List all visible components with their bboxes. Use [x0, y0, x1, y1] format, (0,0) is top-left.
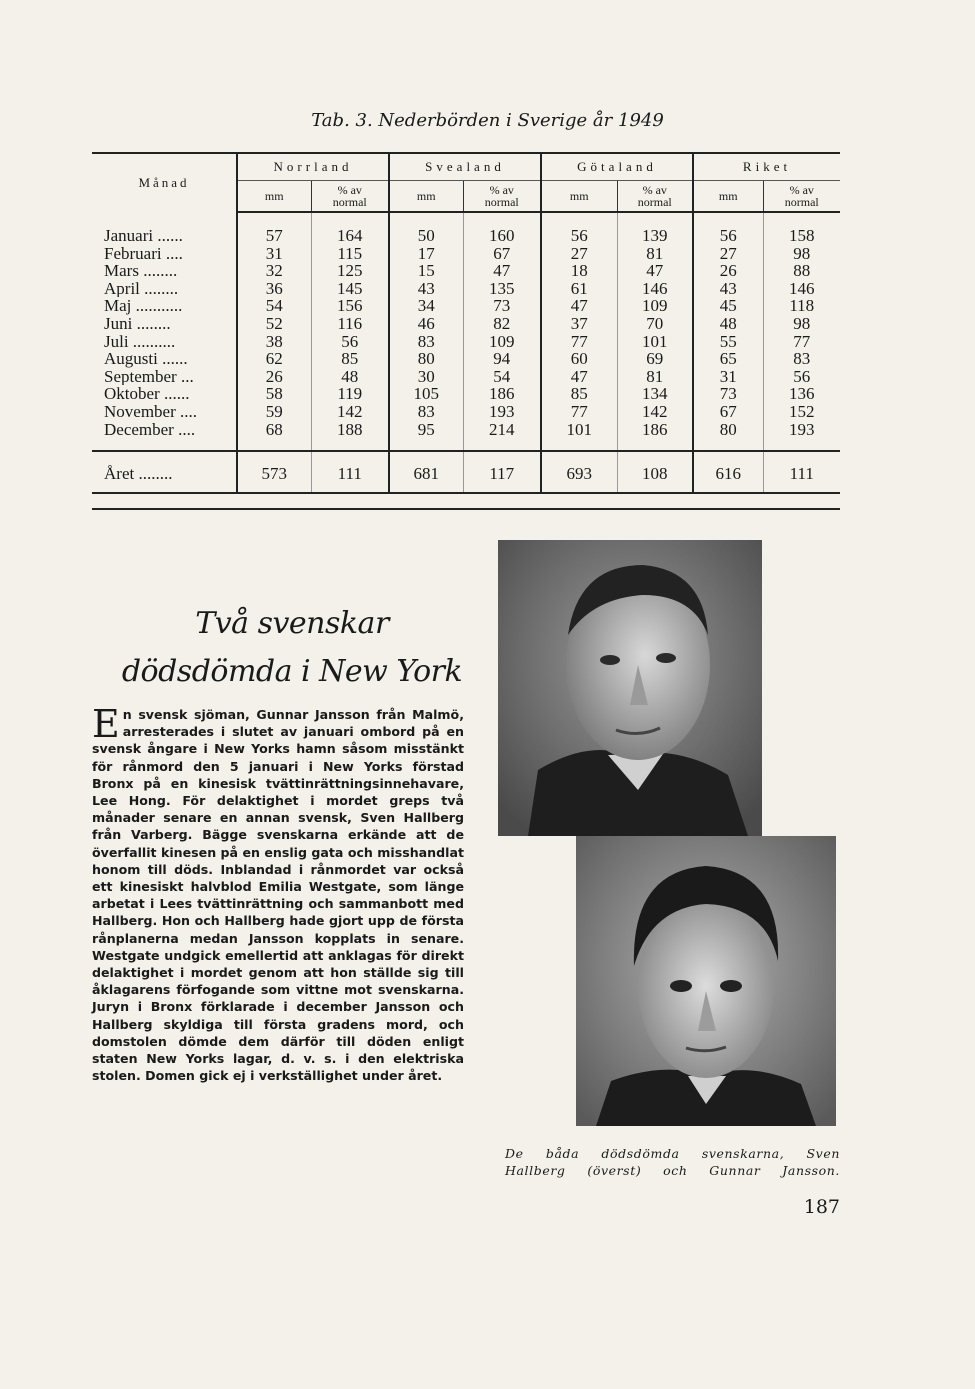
percent-value-cell: 56	[763, 368, 840, 386]
subheader-percent-line-2: normal	[784, 195, 819, 209]
mm-value-cell: 80	[693, 421, 763, 439]
caption-line-1: De båda dödsdömda svenskarna, Sven	[505, 1146, 840, 1161]
region-header-svealand: Svealand	[389, 153, 541, 181]
percent-value-cell: 108	[617, 451, 693, 493]
percent-value-cell: 98	[763, 315, 840, 333]
mm-value-cell: 47	[541, 368, 617, 386]
table-row	[92, 212, 840, 245]
region-header-gotaland: Götaland	[541, 153, 693, 181]
percent-value-cell: 81	[617, 245, 693, 263]
month-cell: Mars ........	[104, 262, 178, 280]
mm-value-cell: 43	[389, 280, 463, 298]
percent-value-cell: 88	[763, 262, 840, 280]
mm-value-cell: 15	[389, 262, 463, 280]
section-divider	[92, 508, 840, 510]
month-cell: December ....	[104, 420, 196, 439]
subheader-percent-line-2: normal	[332, 195, 367, 209]
photo-caption	[505, 1145, 840, 1179]
percent-value-cell: 94	[463, 350, 541, 368]
mm-value-cell: 18	[541, 262, 617, 280]
percent-value-cell: 48	[311, 368, 389, 386]
percent-value-cell: 164	[311, 212, 389, 245]
percent-value-cell: 115	[311, 245, 389, 263]
mm-value-cell: 85	[541, 385, 617, 403]
subheader-percent-line-1: % av	[789, 183, 814, 197]
mm-value-cell: 31	[237, 245, 311, 263]
article-title-line-2: dödsdömda i New York	[121, 654, 463, 689]
mm-value-cell: 67	[693, 403, 763, 421]
mm-value-cell: 101	[541, 421, 617, 439]
month-header: Månad	[92, 153, 237, 212]
percent-value-cell: 109	[463, 333, 541, 351]
article-title	[92, 600, 492, 696]
percent-value-cell: 69	[617, 350, 693, 368]
percent-value-cell: 109	[617, 297, 693, 315]
mm-value-cell: 83	[389, 403, 463, 421]
precipitation-table-container	[92, 152, 840, 494]
month-cell: Året ........	[92, 451, 237, 493]
subheader-percent-of-normal	[763, 181, 840, 213]
subheader-mm: mm	[389, 181, 463, 213]
mm-value-cell: 95	[389, 421, 463, 439]
percent-value-cell: 111	[311, 451, 389, 493]
percent-value-cell: 67	[463, 245, 541, 263]
percent-value-cell: 146	[617, 280, 693, 298]
subheader-percent-line-2: normal	[637, 195, 672, 209]
percent-value-cell: 146	[763, 280, 840, 298]
subheader-mm: mm	[541, 181, 617, 213]
percent-value-cell: 118	[763, 297, 840, 315]
percent-value-cell: 193	[763, 421, 840, 439]
mm-value-cell: 31	[693, 368, 763, 386]
mm-value-cell: 50	[389, 212, 463, 245]
article-body	[92, 702, 464, 1084]
subheader-percent-of-normal	[617, 181, 693, 213]
portrait-photo-bottom	[576, 836, 836, 1126]
percent-value-cell: 77	[763, 333, 840, 351]
percent-value-cell: 101	[617, 333, 693, 351]
table-row	[92, 262, 840, 280]
subheader-mm: mm	[237, 181, 311, 213]
mm-value-cell: 46	[389, 315, 463, 333]
precipitation-table	[92, 152, 840, 494]
percent-value-cell: 82	[463, 315, 541, 333]
mm-value-cell: 83	[389, 333, 463, 351]
percent-value-cell: 134	[617, 385, 693, 403]
mm-value-cell: 59	[237, 403, 311, 421]
table-spacer-row	[92, 438, 840, 451]
spacer-cell	[693, 438, 763, 451]
table-row	[92, 297, 840, 315]
mm-value-cell: 57	[237, 212, 311, 245]
table-row	[92, 280, 840, 298]
percent-value-cell: 85	[311, 350, 389, 368]
spacer-cell	[237, 438, 311, 451]
percent-value-cell: 186	[617, 421, 693, 439]
mm-value-cell: 693	[541, 451, 617, 493]
percent-value-cell: 70	[617, 315, 693, 333]
percent-value-cell: 119	[311, 385, 389, 403]
percent-value-cell: 158	[763, 212, 840, 245]
table-row	[92, 403, 840, 421]
spacer-cell	[311, 438, 389, 451]
percent-value-cell: 152	[763, 403, 840, 421]
month-cell: Februari ....	[104, 244, 183, 263]
percent-value-cell: 98	[763, 245, 840, 263]
percent-value-cell: 116	[311, 315, 389, 333]
percent-value-cell: 142	[311, 403, 389, 421]
spacer-cell	[617, 438, 693, 451]
table-row	[92, 368, 840, 386]
table-row	[92, 245, 840, 263]
page-number: 187	[803, 1196, 840, 1218]
month-cell: April ........	[104, 279, 179, 298]
table-row	[92, 333, 840, 351]
percent-value-cell: 117	[463, 451, 541, 493]
subheader-percent-line-2: normal	[484, 195, 519, 209]
table-row	[92, 350, 840, 368]
percent-value-cell: 56	[311, 333, 389, 351]
mm-value-cell: 48	[693, 315, 763, 333]
table-row	[92, 385, 840, 403]
mm-value-cell: 43	[693, 280, 763, 298]
table-title: Tab. 3. Nederbörden i Sverige år 1949	[311, 110, 664, 131]
subheader-percent-of-normal	[463, 181, 541, 213]
mm-value-cell: 58	[237, 385, 311, 403]
subheader-percent-line-1: % av	[489, 183, 514, 197]
mm-value-cell: 54	[237, 297, 311, 315]
month-cell: September ...	[104, 367, 194, 386]
month-cell: November ....	[104, 402, 198, 421]
mm-value-cell: 36	[237, 280, 311, 298]
article-title-line-1: Två svenskar	[195, 606, 389, 641]
percent-value-cell: 81	[617, 368, 693, 386]
mm-value-cell: 60	[541, 350, 617, 368]
percent-value-cell: 160	[463, 212, 541, 245]
month-cell: Juli ..........	[104, 332, 176, 351]
mm-value-cell: 62	[237, 350, 311, 368]
spacer-cell	[92, 438, 237, 451]
spacer-cell	[389, 438, 463, 451]
mm-value-cell: 55	[693, 333, 763, 351]
mm-value-cell: 77	[541, 333, 617, 351]
month-cell: Januari ......	[104, 225, 183, 245]
mm-value-cell: 616	[693, 451, 763, 493]
percent-value-cell: 139	[617, 212, 693, 245]
mm-value-cell: 56	[693, 212, 763, 245]
mm-value-cell: 27	[541, 245, 617, 263]
mm-value-cell: 65	[693, 350, 763, 368]
mm-value-cell: 73	[693, 385, 763, 403]
percent-value-cell: 47	[617, 262, 693, 280]
mm-value-cell: 26	[237, 368, 311, 386]
region-header-norrland: Norrland	[237, 153, 389, 181]
percent-value-cell: 54	[463, 368, 541, 386]
subheader-percent-line-1: % av	[337, 183, 362, 197]
percent-value-cell: 111	[763, 451, 840, 493]
mm-value-cell: 26	[693, 262, 763, 280]
mm-value-cell: 30	[389, 368, 463, 386]
month-cell: Maj ...........	[104, 297, 183, 315]
portrait-photo-top-image	[498, 540, 762, 836]
subheader-percent-line-1: % av	[642, 183, 667, 197]
percent-value-cell: 214	[463, 421, 541, 439]
spacer-cell	[541, 438, 617, 451]
table-row	[92, 315, 840, 333]
mm-value-cell: 68	[237, 421, 311, 439]
percent-value-cell: 135	[463, 280, 541, 298]
portrait-photo-bottom-image	[576, 836, 836, 1126]
mm-value-cell: 45	[693, 297, 763, 315]
mm-value-cell: 27	[693, 245, 763, 263]
mm-value-cell: 47	[541, 297, 617, 315]
mm-value-cell: 17	[389, 245, 463, 263]
month-cell: Oktober ......	[104, 385, 190, 403]
percent-value-cell: 186	[463, 385, 541, 403]
portrait-photo-top	[498, 540, 762, 836]
percent-value-cell: 193	[463, 403, 541, 421]
percent-value-cell: 145	[311, 280, 389, 298]
percent-value-cell: 73	[463, 297, 541, 315]
subheader-mm: mm	[693, 181, 763, 213]
month-cell: Juni ........	[104, 314, 171, 333]
mm-value-cell: 105	[389, 385, 463, 403]
month-cell: Augusti ......	[104, 350, 188, 368]
spacer-cell	[763, 438, 840, 451]
percent-value-cell: 83	[763, 350, 840, 368]
mm-value-cell: 573	[237, 451, 311, 493]
mm-value-cell: 56	[541, 212, 617, 245]
subheader-percent-of-normal	[311, 181, 389, 213]
percent-value-cell: 188	[311, 421, 389, 439]
table-row	[92, 421, 840, 439]
spacer-cell	[463, 438, 541, 451]
article-text: n svensk sjöman, Gunnar Jansson från Malmö, arresterades i slutet av januari ombord på en svensk ångare i New Yorks hamn såsom misstänkt för rånmord den 5 januari i New Yorks förstad Bronx på en kinesisk tvättinrättningsinnehavare, Lee Hong. För delaktighet i mordet greps två månader senare en annan svensk, Sven Hallberg från Varberg. Bägge svenskarna erkände att de överfallit kinesen på en enslig gata och misshandlat honom till döds. Inblandad i rånmordet var också ett kinesiskt halvblod Emilia Westgate, som länge arbetat i Lees tvättinrättning och sammanbott med Hallberg. Hon och Hallberg hade gjort upp de första rånplanerna medan Jansson kopplats in senare. Westgate undgick emellertid att anklagas för direkt delaktighet i mordet genom att hon ställde sig till åklagarens förfogande som vittne mot svenskarna. Juryn i Bronx förklarade i december Jansson och Hallberg skyldiga till första gradens mord, och domstolen dömde dem därför till döden enligt staten New Yorks lagar, d. v. s. i den elektriska stolen. Domen gick ej i verkställighet under året.	[92, 707, 464, 1084]
region-header-riket: Riket	[693, 153, 840, 181]
percent-value-cell: 136	[763, 385, 840, 403]
percent-value-cell: 142	[617, 403, 693, 421]
mm-value-cell: 34	[389, 297, 463, 315]
mm-value-cell: 52	[237, 315, 311, 333]
mm-value-cell: 32	[237, 262, 311, 280]
caption-line-2: Hallberg (överst) och Gunnar Jansson.	[505, 1163, 840, 1178]
mm-value-cell: 80	[389, 350, 463, 368]
mm-value-cell: 37	[541, 315, 617, 333]
table-total-row	[92, 451, 840, 493]
mm-value-cell: 61	[541, 280, 617, 298]
percent-value-cell: 156	[311, 297, 389, 315]
percent-value-cell: 125	[311, 262, 389, 280]
mm-value-cell: 38	[237, 333, 311, 351]
mm-value-cell: 77	[541, 403, 617, 421]
mm-value-cell: 681	[389, 451, 463, 493]
percent-value-cell: 47	[463, 262, 541, 280]
drop-cap: E	[92, 702, 120, 746]
